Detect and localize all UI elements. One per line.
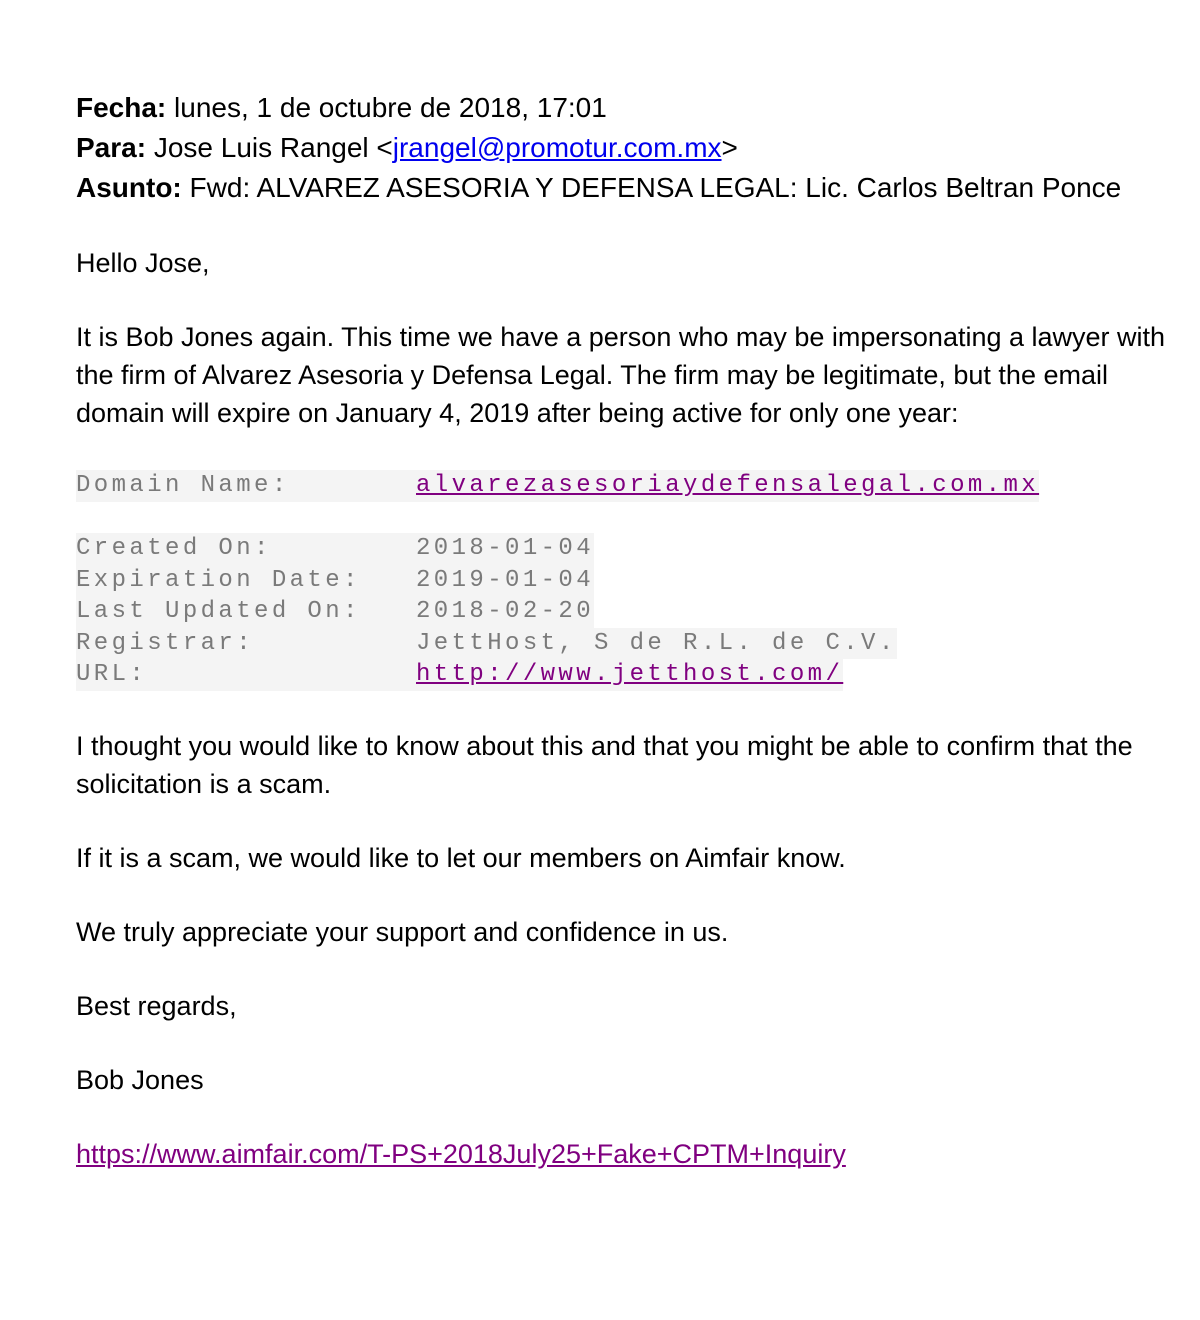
whois-created-label: Created On:	[76, 533, 416, 565]
appreciation-paragraph: We truly appreciate your support and confidence in us.	[76, 916, 729, 947]
whois-domain-link[interactable]: alvarezasesoriaydefensalegal.com.mx	[416, 470, 1039, 502]
subject-label: Asunto:	[76, 172, 182, 203]
greeting: Hello Jose,	[76, 248, 210, 278]
email-document	[76, 88, 1186, 1173]
whois-row-url	[76, 659, 1186, 691]
whois-row-expiration	[76, 565, 1186, 597]
header-to-line	[76, 128, 1186, 168]
to-email-link[interactable]: jrangel@promotur.com.mx	[392, 132, 722, 163]
closing: Best regards,	[76, 990, 237, 1021]
whois-spacer	[76, 502, 1186, 534]
whois-row-domain	[76, 470, 1186, 502]
whois-domain-label: Domain Name:	[76, 470, 416, 502]
header-date-line	[76, 88, 1186, 128]
whois-updated-label: Last Updated On:	[76, 596, 416, 628]
to-label: Para:	[76, 132, 147, 163]
subject-value: Fwd: ALVAREZ ASESORIA Y DEFENSA LEGAL: Lic. Carlos Beltran Ponce	[189, 172, 1122, 203]
to-close-bracket: >	[721, 132, 738, 163]
whois-block	[76, 470, 1186, 691]
whois-url-label: URL:	[76, 659, 416, 691]
intro-paragraph: It is Bob Jones again. This time we have a person who may be impersonating a lawyer with the firm of Alvarez Asesoria y Defensa Legal. The firm may be legitimate, but the email domain will expire on January 4, 2019 after being active for only one year:	[76, 322, 1166, 428]
whois-row-updated	[76, 596, 1186, 628]
header-subject-line	[76, 168, 1186, 208]
whois-row-created	[76, 533, 1186, 565]
whois-registrar-value: JettHost, S de R.L. de C.V.	[416, 628, 897, 660]
aimfair-link[interactable]: https://www.aimfair.com/T-PS+2018July25+Fake+CPTM+Inquiry	[76, 1138, 846, 1169]
to-name: Jose Luis Rangel <	[153, 132, 393, 163]
whois-url-link[interactable]: http://www.jetthost.com/	[416, 659, 843, 691]
whois-updated-value: 2018-02-20	[416, 596, 594, 628]
signature: Bob Jones	[76, 1064, 204, 1095]
confirm-paragraph: I thought you would like to know about this and that you might be able to confirm that the solicitation is a scam.	[76, 730, 1133, 799]
date-label: Fecha:	[76, 92, 167, 123]
footer-link-line	[76, 1135, 1186, 1173]
whois-created-value: 2018-01-04	[416, 533, 594, 565]
date-value: lunes, 1 de octubre de 2018, 17:01	[174, 92, 607, 123]
scam-paragraph: If it is a scam, we would like to let our members on Aimfair know.	[76, 842, 846, 873]
whois-expiration-label: Expiration Date:	[76, 565, 416, 597]
whois-registrar-label: Registrar:	[76, 628, 416, 660]
whois-row-registrar	[76, 628, 1186, 660]
whois-expiration-value: 2019-01-04	[416, 565, 594, 597]
